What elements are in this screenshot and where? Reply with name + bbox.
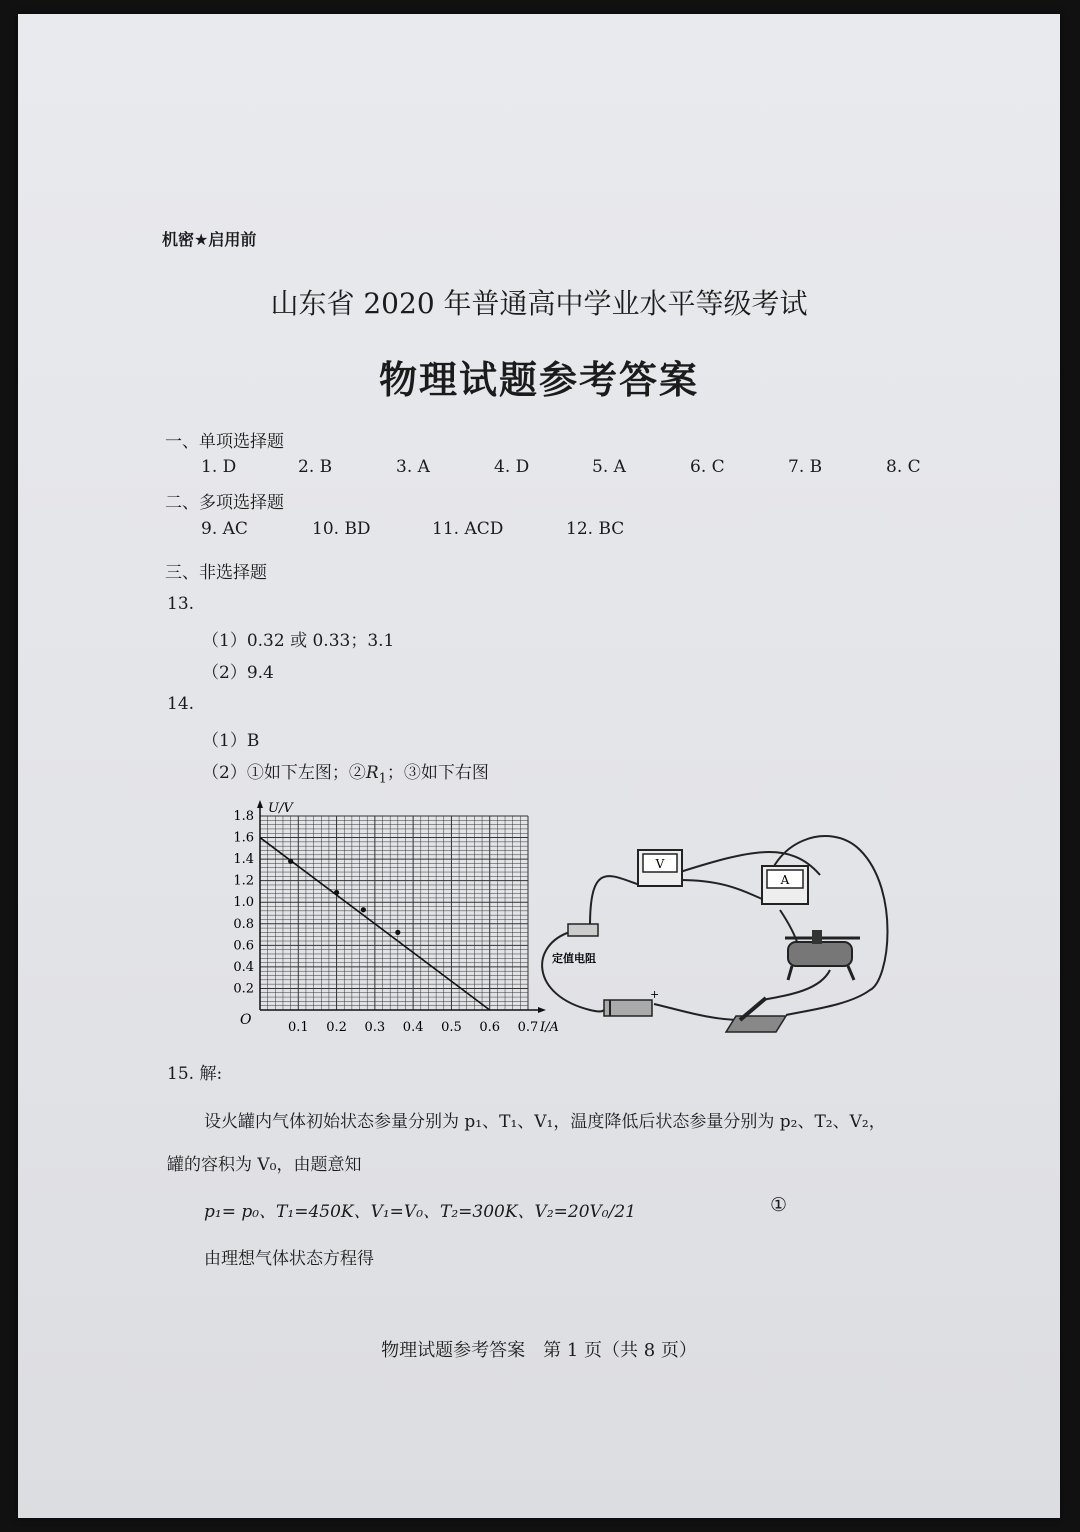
y-axis-label: U/V: [268, 801, 293, 816]
q15-number: 15. 解:: [167, 1064, 223, 1084]
mc-answer: 1. D: [201, 457, 237, 477]
section3-heading: 三、非选择题: [165, 563, 267, 583]
x-tick-label: 0.5: [441, 1020, 462, 1035]
circuit-diagram: [530, 820, 890, 1035]
q14-part2-suffix: ；③如下右图: [386, 763, 489, 783]
mc-answer: 6. C: [690, 457, 725, 477]
y-tick-label: 0.2: [233, 981, 254, 997]
q14-part2: [202, 758, 489, 786]
x-axis-label: I/A: [540, 1020, 559, 1035]
data-point: [288, 859, 293, 864]
chart-grid: [260, 816, 528, 1010]
ammeter: [762, 866, 808, 904]
x-tick-label: 0.3: [364, 1020, 386, 1035]
exam-title: 山东省 2020 年普通高中学业水平等级考试: [270, 287, 808, 320]
equation-number: ①: [770, 1194, 788, 1216]
mc-answer: 11. ACD: [432, 519, 504, 539]
q15-equation1: p₁= p₀、T₁=450K、V₁=V₀、T₂=300K、V₂=20V₀/21: [204, 1202, 636, 1222]
battery-plus: +: [650, 988, 660, 1001]
y-tick-label: 1.0: [233, 895, 254, 911]
x-tick-label: 0.1: [287, 1020, 309, 1035]
y-tick-label: 0.6: [233, 938, 254, 954]
data-point: [395, 930, 400, 935]
rheostat: [785, 930, 860, 980]
wire: [780, 910, 798, 945]
mc-answer: 2. B: [298, 457, 333, 477]
section1-heading: 一、单项选择题: [165, 432, 284, 452]
mc-answer: 4. D: [494, 457, 530, 477]
switch: [726, 998, 786, 1032]
mc-answer: 10. BD: [312, 519, 371, 539]
y-tick-label: 1.2: [233, 873, 254, 889]
voltmeter: [638, 850, 682, 886]
resistor-symbol: R: [365, 763, 379, 783]
wire: [590, 876, 640, 926]
x-tick-label: 0.4: [402, 1020, 424, 1035]
mc-answer: 5. A: [592, 457, 626, 477]
y-tick-label: 1.4: [233, 852, 254, 868]
battery: [604, 988, 659, 1016]
q13-number: 13.: [167, 594, 195, 614]
answer-sheet-page: [18, 14, 1060, 1518]
origin-label: O: [240, 1012, 252, 1028]
resistor-label: 定值电阻: [552, 952, 596, 965]
wire: [654, 1004, 742, 1020]
q15-line2: 罐的容积为 V₀，由题意知: [167, 1155, 362, 1175]
wire: [680, 880, 765, 900]
resistor-subscript: 1: [378, 771, 387, 787]
mc-answer: 8. C: [886, 457, 921, 477]
ui-graph: [206, 796, 559, 1036]
mc-answer: 7. B: [788, 457, 823, 477]
data-point: [361, 907, 366, 912]
confidential-mark: 机密★启用前: [162, 230, 257, 249]
section2-heading: 二、多项选择题: [165, 493, 284, 513]
document-title: 物理试题参考答案: [378, 357, 699, 402]
y-tick-label: 0.8: [233, 916, 254, 932]
y-tick-label: 0.4: [233, 959, 254, 975]
fixed-resistor: [568, 924, 598, 936]
q14-number: 14.: [167, 694, 195, 714]
page-footer: 物理试题参考答案 第 1 页（共 8 页）: [381, 1340, 697, 1361]
mc-answer: 12. BC: [566, 519, 625, 539]
wire: [542, 932, 604, 1012]
data-point: [334, 890, 339, 895]
x-tick-label: 0.7: [517, 1020, 539, 1035]
q15-line1: 设火罐内气体初始状态参量分别为 p₁、T₁、V₁，温度降低后状态参量分别为 p₂、T₂、V₂，: [204, 1112, 886, 1132]
mc-answer: 3. A: [396, 457, 430, 477]
ammeter-symbol: A: [780, 873, 790, 887]
q14-part2-prefix: （2）①如下左图；②: [202, 763, 366, 783]
q13-part1: （1）0.32 或 0.33；3.1: [202, 631, 395, 651]
voltmeter-symbol: V: [655, 857, 665, 871]
q14-part1: （1）B: [202, 731, 260, 751]
q13-part2: （2）9.4: [202, 663, 274, 683]
wire: [765, 836, 888, 1015]
y-axis-arrow: [257, 800, 263, 808]
y-tick-label: 1.8: [233, 809, 254, 824]
x-tick-label: 0.2: [326, 1020, 347, 1035]
x-tick-label: 0.6: [479, 1020, 501, 1035]
wire: [762, 970, 830, 1000]
q15-line3: 由理想气体状态方程得: [204, 1249, 374, 1269]
y-tick-label: 1.6: [233, 830, 254, 846]
mc-answer: 9. AC: [201, 519, 248, 539]
chart-ticks: [233, 809, 538, 1035]
